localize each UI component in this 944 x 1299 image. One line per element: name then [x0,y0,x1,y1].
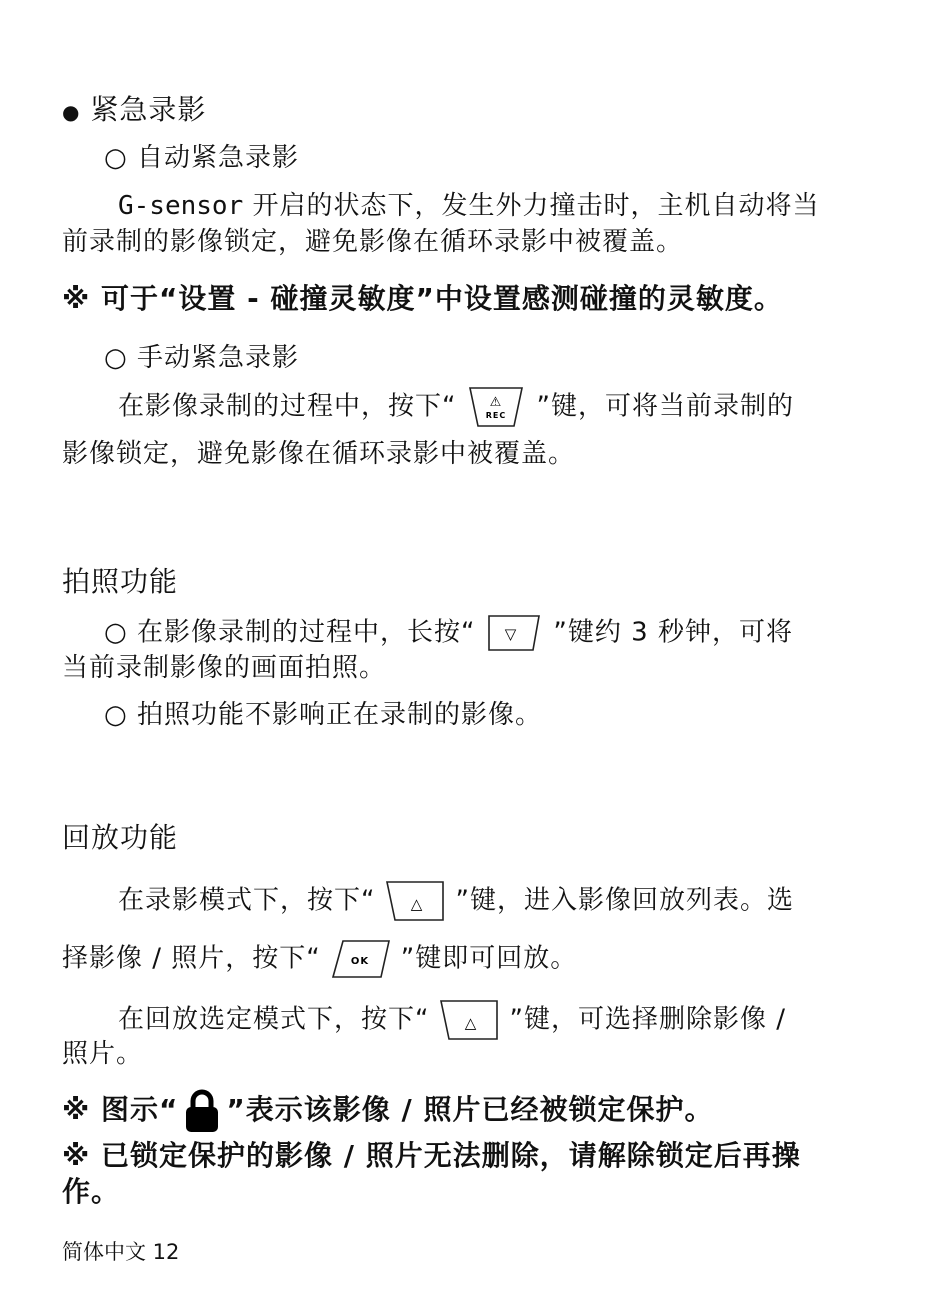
auto-emergency-para-line2: 前录制的影像锁定，避免影像在循环录影中被覆盖。 [62,227,684,257]
warning-symbol: ⚠ [490,395,503,410]
emergency-title: 紧急录影 [90,93,207,126]
auto-emergency-title: ○ 自动紧急录影 [104,143,299,173]
up-key-icon-2 [437,997,501,1043]
photo-para-line2: 当前录制影像的画面拍照。 [62,653,387,683]
delete-note-line2: 作。 [62,1175,121,1208]
up-symbol: △ [411,895,424,913]
photo-text-b: ”键约 3 秒钟，可将 [553,617,793,648]
ok-key-icon [329,937,393,981]
auto-emergency-para-line1 [118,188,820,224]
playback-para-line3 [118,997,786,1043]
down-key-icon [483,612,545,654]
playback-text-c: 择影像 / 照片，按下“ [62,943,321,974]
ok-label: OK [350,956,369,967]
manual-emergency-para-line2: 影像锁定，避免影像在循环录影中被覆盖。 [62,439,576,469]
playback-text-a: 在录影模式下，按下“ [118,885,376,916]
playback-text-b: ”键，进入影像回放列表。选 [455,885,794,916]
playback-para-line2 [62,937,577,981]
manual-text-b: ”键，可将当前录制的 [536,391,794,422]
delete-note-line1: ※ 已锁定保护的影像 / 照片无法删除，请解除锁定后再操 [62,1139,801,1172]
playback-para-line4: 照片。 [62,1039,144,1069]
playback-text-e: 在回放选定模式下，按下“ [118,1004,430,1035]
playback-para-line1 [118,878,794,924]
playback-title: 回放功能 [62,821,179,854]
playback-text-f: ”键，可选择删除影像 / [509,1004,786,1035]
auto-emergency-text: 开启的状态下，发生外力撞击时，主机自动将当 [243,191,820,221]
lock-icon [184,1088,220,1134]
sensitivity-note: ※ 可于“设置 - 碰撞灵敏度”中设置感测碰撞的灵敏度。 [62,282,783,315]
bullet-icon: ● [62,100,81,124]
down-symbol: ▽ [505,625,518,643]
photo-text-a: ○ 在影像录制的过程中，长按“ [104,617,476,648]
page-footer: 简体中文 12 [62,1240,180,1264]
photo-para-line3: ○ 拍照功能不影响正在录制的影像。 [104,700,542,730]
rec-key-icon [464,384,528,430]
up-symbol: △ [465,1014,478,1032]
lock-note-text-a: ※ 图示“ [62,1093,179,1126]
playback-text-d: ”键即可回放。 [400,943,578,974]
up-key-icon [383,878,447,924]
lock-note-text-b: ”表示该影像 / 照片已经被锁定保护。 [226,1093,714,1126]
manual-text-a: 在影像录制的过程中，按下“ [118,391,457,422]
manual-emergency-para-line1 [118,384,794,430]
rec-label: REC [486,411,507,420]
manual-emergency-title: ○ 手动紧急录影 [104,343,299,373]
lock-note [62,1088,714,1134]
g-sensor-term: G-sensor [118,191,244,221]
photo-title: 拍照功能 [62,565,179,598]
emergency-heading [62,92,206,130]
photo-para-line1 [104,612,793,654]
